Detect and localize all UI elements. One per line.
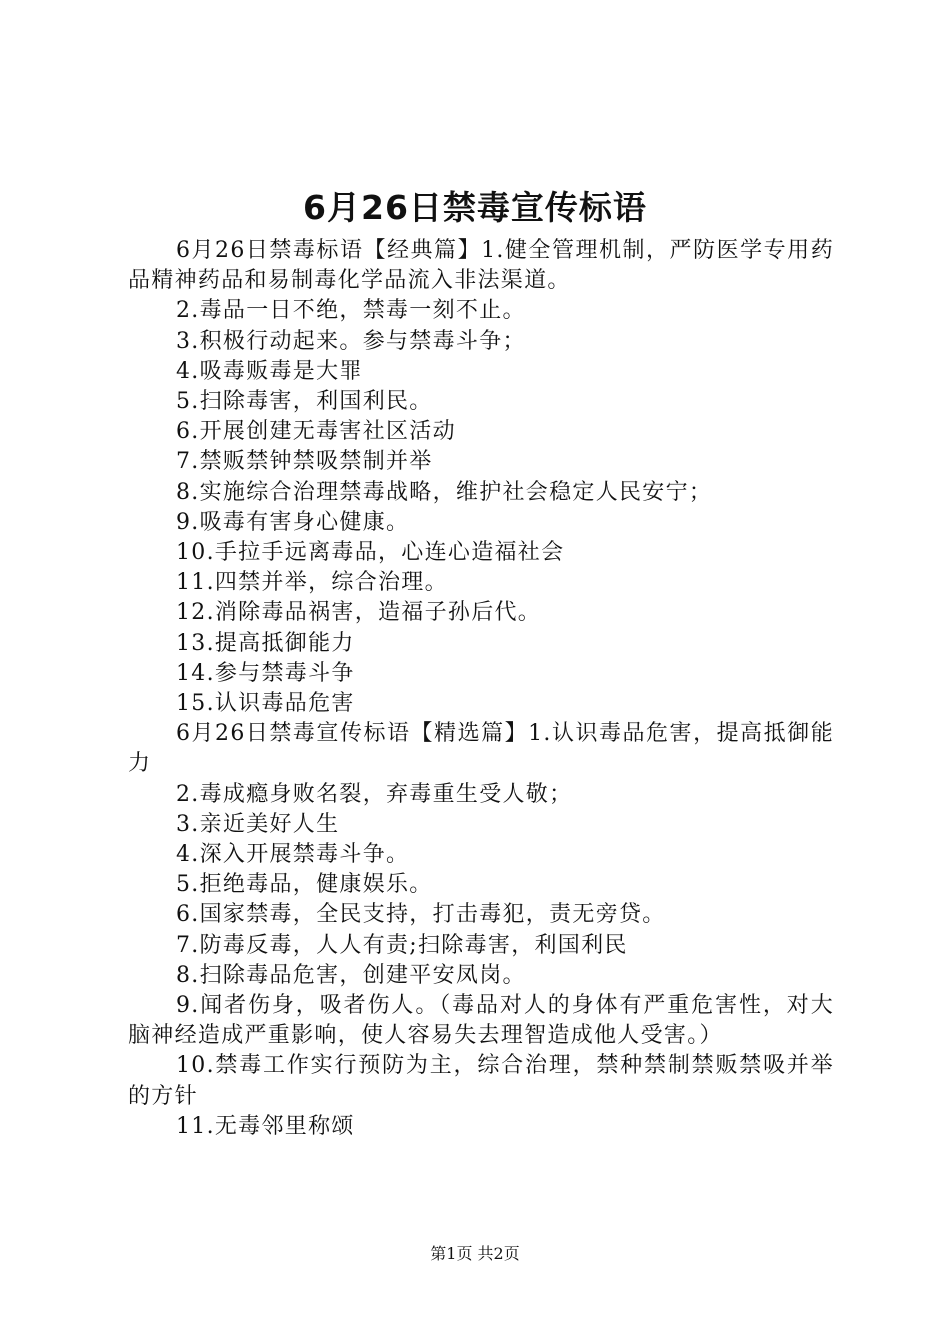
document-title: 6月26日禁毒宣传标语 (303, 188, 647, 227)
paragraph: 10.禁毒工作实行预防为主，综合治理，禁种禁制禁贩禁吸并举的方针 (128, 1053, 834, 1109)
paragraph: 6月26日禁毒宣传标语【精选篇】1.认识毒品危害，提高抵御能力 (128, 721, 834, 777)
paragraph: 11.四禁并举，综合治理。 (176, 570, 448, 596)
paragraph: 7.防毒反毒，人人有责;扫除毒害，利国利民 (176, 932, 628, 958)
paragraph: 9.吸毒有害身心健康。 (176, 509, 410, 535)
paragraph: 11.无毒邻里称颂 (176, 1113, 355, 1139)
paragraph: 13.提高抵御能力 (176, 630, 355, 656)
paragraph: 6月26日禁毒标语【经典篇】1.健全管理机制，严防医学专用药品精神药品和易制毒化学品流入非法渠道。 (128, 238, 834, 294)
paragraph: 7.禁贩禁钟禁吸禁制并举 (176, 449, 433, 475)
paragraph: 12.消除毒品祸害，造福子孙后代。 (176, 600, 542, 626)
paragraph: 8.实施综合治理禁毒战略，维护社会稳定人民安宁； (176, 479, 713, 505)
document-body (128, 236, 834, 1142)
paragraph: 3.积极行动起来。参与禁毒斗争； (176, 328, 526, 354)
paragraph: 6.国家禁毒，全民支持，打击毒犯，责无旁贷。 (176, 902, 666, 928)
paragraph: 9.闻者伤身，吸者伤人。（毒品对人的身体有严重危害性，对大脑神经造成严重影响，使人容易失去理智造成他人受害。） (128, 993, 834, 1049)
paragraph: 4.吸毒贩毒是大罪 (176, 358, 363, 384)
paragraph: 6.开展创建无毒害社区活动 (176, 419, 456, 445)
paragraph: 2.毒成瘾身败名裂，弃毒重生受人敬； (176, 781, 573, 807)
paragraph: 5.扫除毒害，利国利民。 (176, 389, 433, 415)
paragraph: 5.拒绝毒品，健康娱乐。 (176, 872, 433, 898)
paragraph: 3.亲近美好人生 (176, 811, 340, 837)
paragraph: 10.手拉手远离毒品，心连心造福社会 (176, 540, 565, 566)
page-footer: 第1页 共2页 (430, 1244, 520, 1263)
paragraph: 8.扫除毒品危害，创建平安凤岗。 (176, 962, 526, 988)
paragraph: 15.认识毒品危害 (176, 691, 355, 717)
paragraph: 4.深入开展禁毒斗争。 (176, 842, 410, 868)
paragraph: 2.毒品一日不绝，禁毒一刻不止。 (176, 298, 526, 324)
paragraph: 14.参与禁毒斗争 (176, 660, 355, 686)
